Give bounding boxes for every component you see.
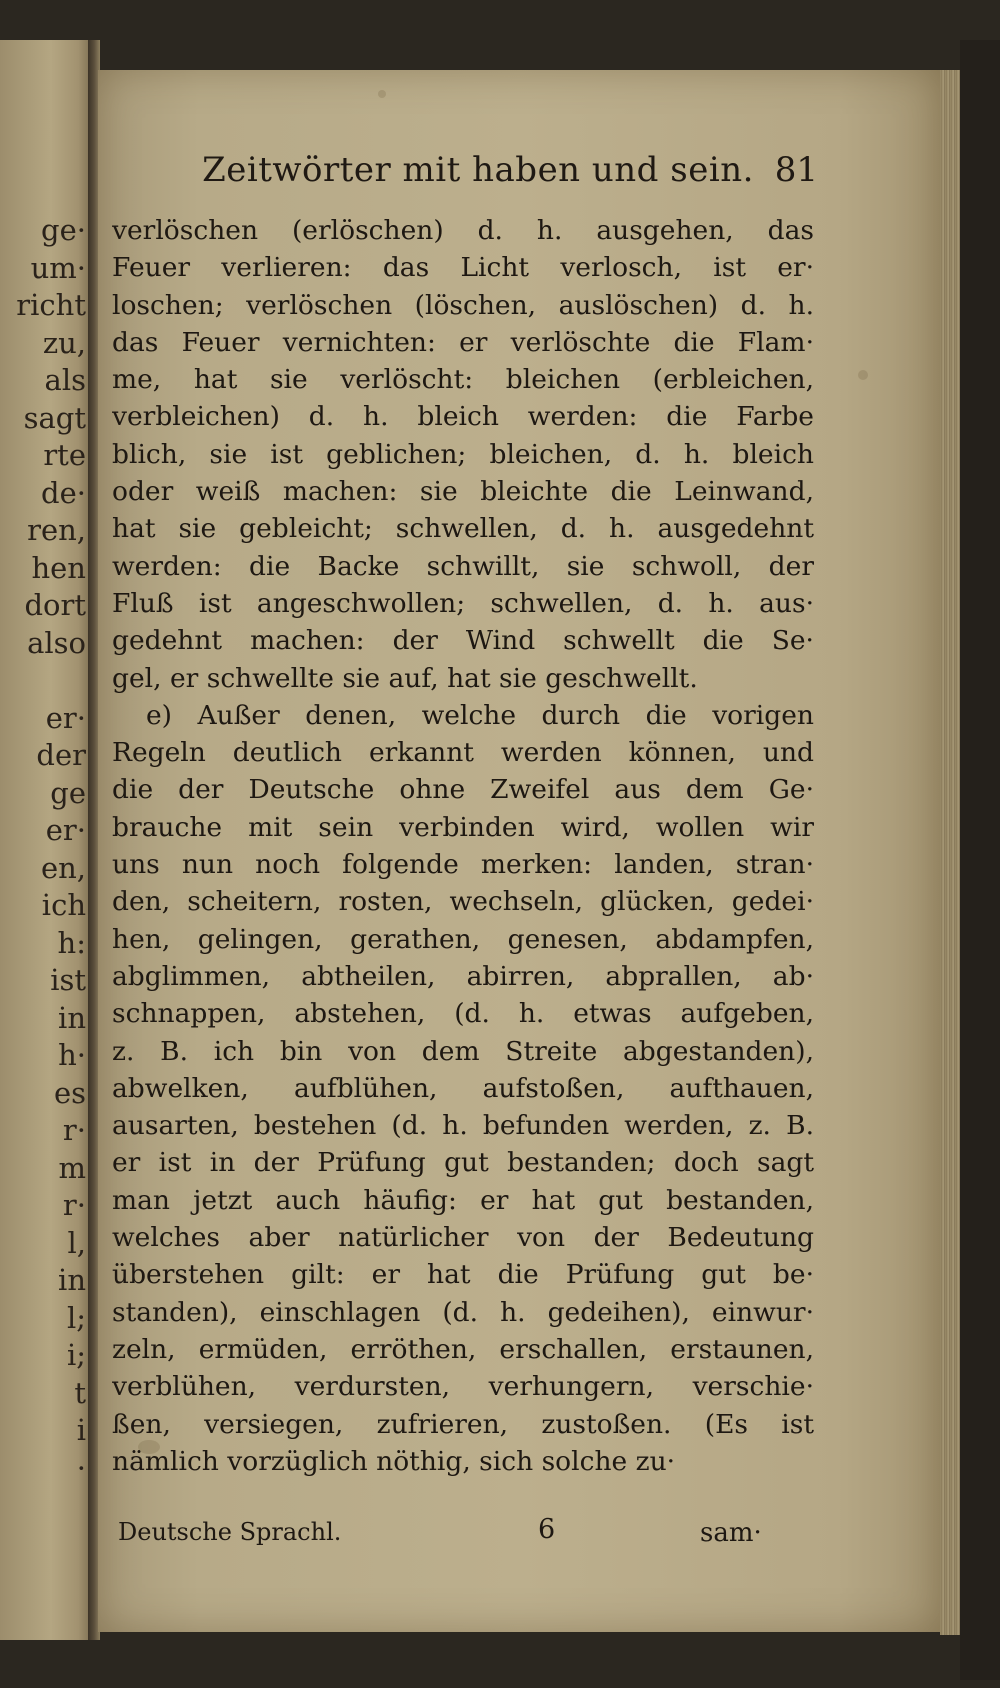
previous-page-fragment: t: [74, 1375, 86, 1410]
previous-page-fragment: de·: [41, 475, 86, 510]
previous-page-fragment: ren,: [27, 513, 86, 547]
background-right: [960, 40, 1000, 1680]
text-line: uns nun noch folgende merken: landen, stran·: [112, 849, 814, 881]
text-line: er ist in der Prüfung gut bestanden; doch sagt: [112, 1147, 814, 1179]
text-line: z. B. ich bin von dem Streite abgestanden),: [112, 1035, 814, 1067]
text-line: Feuer verlieren: das Licht verlosch, ist er·: [112, 252, 814, 284]
previous-page-fragment: ich: [41, 888, 86, 922]
text-line: zeln, ermüden, erröthen, erschallen, erstaunen,: [112, 1333, 814, 1365]
footer-sheet-number: 6: [538, 1514, 556, 1545]
text-line: verlöschen (erlöschen) d. h. ausgehen, das: [112, 215, 814, 246]
previous-page-fragment: h·: [58, 1038, 86, 1072]
previous-page-fragment: richt: [16, 288, 86, 322]
footer-signature: Deutsche Sprachl.: [118, 1518, 342, 1546]
previous-page-fragment: ·: [76, 1450, 86, 1485]
previous-page-fragment: i: [76, 1413, 86, 1447]
text-line: oder weiß machen: sie bleichte die Leinwand,: [112, 476, 814, 508]
text-line: verbleichen) d. h. bleich werden: die Farbe: [112, 401, 814, 433]
previous-page-text-fragments: [0, 212, 86, 1487]
previous-page-fragment: i;: [66, 1338, 86, 1372]
previous-page-fragment: um·: [30, 250, 86, 285]
previous-page-fragment: m: [58, 1150, 86, 1185]
text-line: man jetzt auch häufig: er hat gut bestanden,: [112, 1184, 814, 1216]
previous-page-fragment: r·: [62, 1113, 86, 1147]
previous-page-fragment: er·: [45, 813, 86, 847]
previous-page-fragment: [0, 662, 86, 700]
previous-page-fragment: ist: [50, 963, 86, 997]
previous-page-fragment: l,: [67, 1225, 86, 1260]
text-line: welches aber natürlicher von der Bedeutung: [112, 1222, 814, 1254]
text-line: me, hat sie verlöscht: bleichen (erbleichen,: [112, 364, 814, 396]
running-head: Zeitwörter mit haben und sein.: [202, 150, 754, 190]
text-line: abwelken, aufblühen, aufstoßen, aufthauen,: [112, 1072, 814, 1104]
previous-page-fragment: er·: [45, 700, 86, 735]
text-line: überstehen gilt: er hat die Prüfung gut be·: [112, 1259, 814, 1291]
text-line: schnappen, abstehen, (d. h. etwas aufgeben,: [112, 998, 814, 1030]
previous-page-fragment: in: [58, 1263, 86, 1297]
text-line: brauche mit sein verbinden wird, wollen wir: [112, 811, 814, 843]
previous-page-fragment: also: [27, 625, 86, 660]
text-line: Regeln deutlich erkannt werden können, und: [112, 737, 814, 769]
previous-page-fragment: dort: [24, 588, 86, 622]
text-line: ausarten, bestehen (d. h. befunden werden, z. B.: [112, 1110, 814, 1142]
text-line: e) Außer denen, welche durch die vorigen: [146, 699, 814, 731]
previous-page-fragment: r·: [62, 1188, 86, 1222]
text-line: hat sie gebleicht; schwellen, d. h. ausgedehnt: [112, 513, 814, 545]
text-line: abglimmen, abtheilen, abirren, abprallen, ab·: [112, 960, 814, 992]
text-line: Fluß ist angeschwollen; schwellen, d. h. aus·: [112, 587, 814, 619]
previous-page-fragment: rte: [43, 438, 86, 472]
text-line: gedehnt machen: der Wind schwellt die Se·: [112, 625, 814, 657]
text-line: nämlich vorzüglich nöthig, sich solche zu·: [112, 1445, 676, 1477]
footer-catchword: sam·: [700, 1518, 762, 1548]
previous-page-fragment: der: [36, 738, 86, 772]
text-line: loschen; verlöschen (löschen, auslöschen) d. h.: [112, 289, 814, 321]
text-line: hen, gelingen, gerathen, genesen, abdampfen,: [112, 923, 814, 955]
previous-page-fragment: als: [44, 363, 86, 397]
page-number: 81: [774, 150, 818, 190]
text-line: werden: die Backe schwillt, sie schwoll, der: [112, 550, 814, 582]
text-line: verblühen, verdursten, verhungern, verschie·: [112, 1371, 814, 1403]
text-line: die der Deutsche ohne Zweifel aus dem Ge·: [112, 774, 814, 806]
previous-page-fragment: zu,: [42, 325, 86, 360]
text-line: den, scheitern, rosten, wechseln, glücken, gedei·: [112, 886, 814, 918]
text-line: blich, sie ist geblichen; bleichen, d. h. bleich: [112, 438, 814, 470]
previous-page-fragment: hen: [31, 550, 86, 585]
page-edges: [940, 70, 960, 1635]
body-text: [112, 212, 814, 1480]
previous-page-edge: [0, 40, 92, 1640]
previous-page-fragment: in: [58, 1000, 86, 1035]
previous-page-fragment: ge: [50, 775, 86, 810]
previous-page-fragment: es: [53, 1075, 86, 1110]
text-line: das Feuer vernichten: er verlöschte die Flam·: [112, 326, 814, 358]
text-line: standen), einschlagen (d. h. gedeihen), einwur·: [112, 1296, 814, 1328]
previous-page-fragment: en,: [40, 850, 86, 885]
text-line: gel, er schwellte sie auf, hat sie geschwellt.: [112, 662, 698, 694]
previous-page-fragment: sagt: [23, 400, 86, 435]
previous-page-fragment: l;: [66, 1300, 86, 1335]
previous-page-fragment: h:: [57, 925, 86, 960]
previous-page-fragment: ge·: [41, 213, 86, 247]
text-line: ßen, versiegen, zufrieren, zustoßen. (Es ist: [112, 1408, 814, 1440]
